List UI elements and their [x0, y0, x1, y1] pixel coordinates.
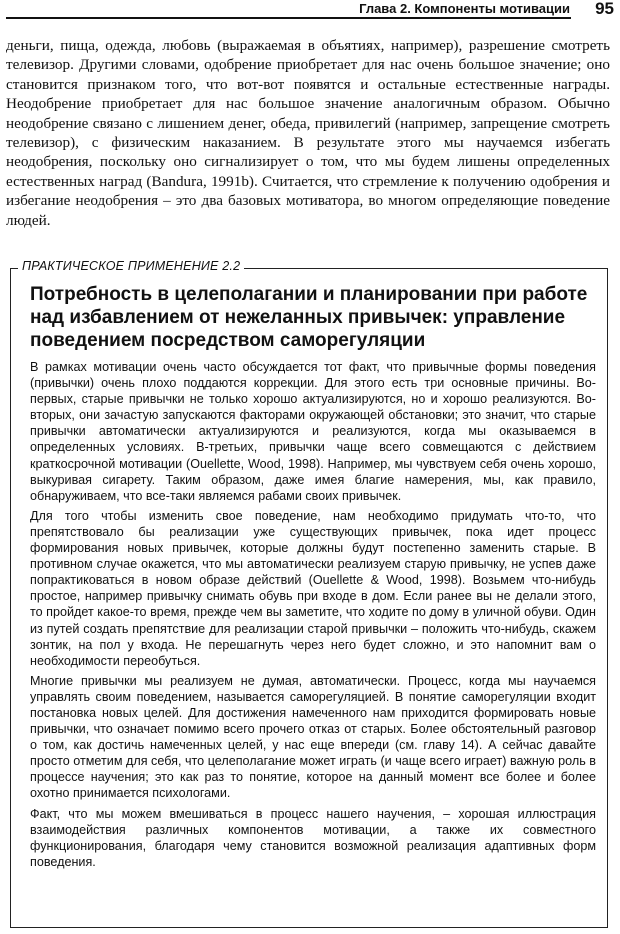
box-title: Потребность в целеполагании и планировании при работе над избавлением от нежеланных привычек: управление поведением посредством саморегуляции	[30, 284, 588, 351]
running-head	[0, 0, 620, 26]
chapter-title: Глава 2. Компоненты мотивации	[353, 1, 570, 17]
box-label: ПРАКТИЧЕСКОЕ ПРИМЕНЕНИЕ 2.2	[18, 258, 244, 274]
header-rule	[6, 17, 571, 19]
box-paragraph: Для того чтобы изменить свое поведение, нам необходимо придумать что-то, что препятствовало бы реализации уже существующих привычек, пока идет процесс формирования новых привычек, которые должны будут постепенно заменить старые. В противном случае окажется, что мы автоматически реализуем старую привычку, не успев даже попрактиковаться в новом образе действий (Ouellette & Wood, 1998). Возьмем что-нибудь простое, например привычку снимать обувь при входе в дом. Если ранее вы не делали этого, то пройдет какое-то время, прежде чем вы заметите, что ходите по дому в уличной обуви. Один из путей создать препятствие для реализации старой привычки – положить что-нибудь, скажем зонтик, на пол у входа. Не перешагнуть через него будет сложно, и это напомнит вам о необходимости переобуться.	[30, 508, 596, 668]
page-number: 95	[595, 0, 614, 18]
box-paragraph: Многие привычки мы реализуем не думая, автоматически. Процесс, когда мы научаемся управлять своим поведением, называется саморегуляцией. В понятие саморегуляции входит постановка новых целей. Для достижения намеченного нам приходится формировать новые привычки, что означает помимо всего прочего отказ от старых. Более обстоятельный разговор о том, как достичь намеченных целей, у нас еще впереди (см. главу 14). А сейчас давайте просто отметим для себя, что целеполагание может играть (и чаще всего играет) важную роль в процессе научения; это как раз то понятие, которое на данный момент все более и более охотно принимается психологами.	[30, 673, 596, 801]
box-body	[30, 359, 596, 874]
box-paragraph: Факт, что мы можем вмешиваться в процесс нашего научения, – хорошая иллюстрация взаимодействия различных компонентов мотивации, а также их совместного функционирования, благодаря чему становится возможной реализация адаптивных форм поведения.	[30, 806, 596, 869]
box-paragraph: В рамках мотивации очень часто обсуждается тот факт, что привычные формы поведения (привычки) очень плохо поддаются коррекции. Для этого есть три основные причины. Во-первых, старые привычки не только хорошо актуализируются, но и хорошо реализуются. Во-вторых, они зачастую запускаются факторами окружающей обстановки; это значит, что старые привычки автоматически актуализируются и реализуются, когда мы оказываемся в определенных условиях. В-третьих, привычки чаще всего совмещаются с действием краткосрочной мотивации (Ouellette, Wood, 1998). Например, мы чувствуем себя очень хорошо, выкуривая сигарету. Таким образом, даже имея благие намерения, мы, как правило, обнаруживаем, что все-таки являемся рабами своих привычек.	[30, 360, 596, 503]
intro-paragraph: деньги, пища, одежда, любовь (выражаемая в объятиях, например), разрешение смотреть телевизор. Другими словами, одобрение приобретает для нас очень большое значение; оно становится признаком того, что вот-вот появятся и остальные естественные награды. Неодобрение приобретает для нас большое значение аналогичным образом. Обычно неодобрение связано с лишением денег, обеда, привилегий (например, запрещение смотреть телевизор), с физическим наказанием. В результате этого мы научаемся избегать неодобрения, поскольку оно сигнализирует о том, что мы будем лишены определенных естественных наград (Bandura, 1991b). Считается, что стремление к получению одобрения и избегание неодобрения – это два базовых мотиватора, во многом определяющие поведение людей.	[6, 37, 610, 229]
